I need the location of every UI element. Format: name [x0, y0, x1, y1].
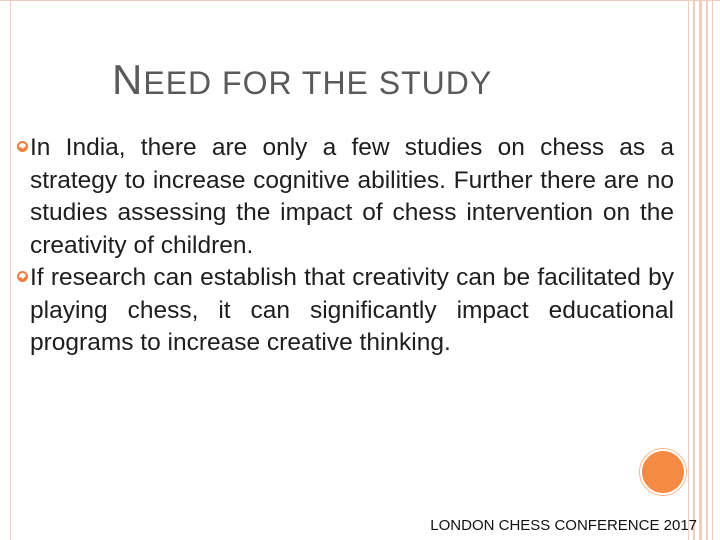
bullet-text: If research can establish that creativity can be facilitated by playing chess, it can significantly impact educational programs to increase creative thinking.: [30, 264, 674, 356]
slide-title: [112, 56, 492, 104]
orange-circle-decoration: [640, 449, 686, 495]
bullet-list: [18, 132, 674, 360]
right-decorative-stripes: [688, 0, 714, 540]
check-circle-bullet-icon: [17, 271, 28, 282]
check-circle-bullet-icon: [17, 141, 28, 152]
left-border-line: [10, 0, 11, 540]
bullet-text: In India, there are only a few studies on chess as a strategy to increase cognitive abilities. Further there are no studies assessing the impact of chess intervention on the creativity of children.: [30, 134, 674, 259]
title-initial: N: [112, 56, 144, 103]
bullet-item: [18, 262, 674, 360]
bullet-item: [18, 132, 674, 262]
title-rest: EED FOR THE STUDY: [143, 65, 493, 101]
top-border-line: [0, 0, 720, 1]
footer-text: LONDON CHESS CONFERENCE 2017: [430, 517, 697, 534]
